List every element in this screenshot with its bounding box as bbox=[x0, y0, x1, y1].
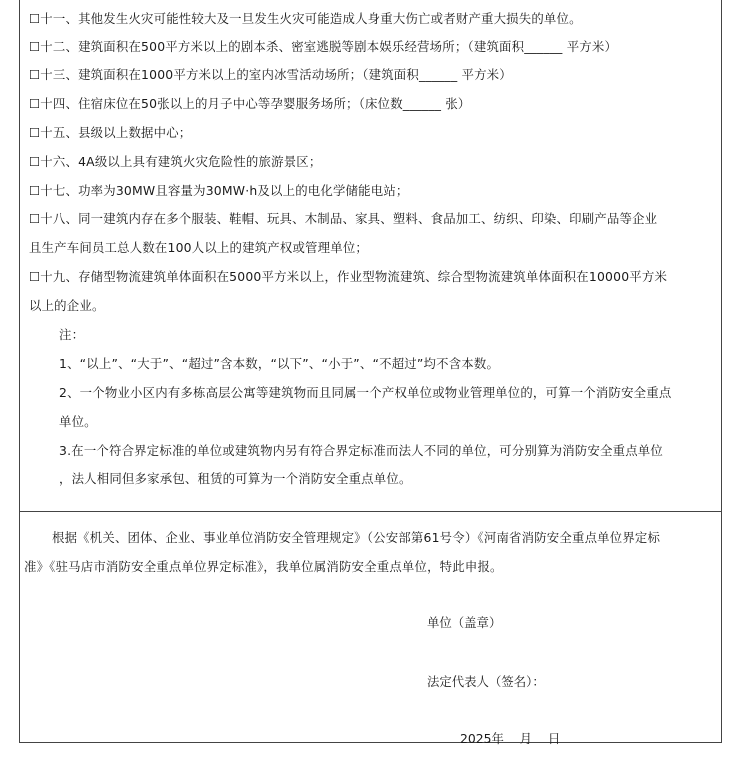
item-14: ☐十四、住宿床位在50张以上的月子中心等孕婴服务场所；（床位数______ 张） bbox=[29, 96, 471, 111]
section-divider bbox=[19, 511, 722, 512]
item-18-cont: 且生产车间员工总人数在100人以上的建筑产权或管理单位； bbox=[29, 240, 369, 255]
note-1: 1、“以上”、“大于”、“超过”含本数，“以下”、“小于”、“不超过”均不含本数。 bbox=[59, 356, 500, 371]
item-15: ☐十五、县级以上数据中心； bbox=[29, 125, 192, 140]
note-3-cont: ，法人相同但多家承包、租赁的可算为一个消防安全重点单位。 bbox=[59, 471, 412, 486]
note-2-cont: 单位。 bbox=[59, 414, 97, 429]
notes-heading: 注： bbox=[59, 327, 85, 342]
item-16: ☐十六、4A级以上具有建筑火灾危险性的旅游景区； bbox=[29, 154, 322, 169]
item-13: ☐十三、建筑面积在1000平方米以上的室内冰雪活动场所；（建筑面积______ 平方米） bbox=[29, 67, 512, 82]
declaration-line-2: 准》《驻马店市消防安全重点单位界定标准》，我单位属消防安全重点单位，特此申报。 bbox=[24, 559, 503, 574]
item-17: ☐十七、功率为30MW且容量为30MW·h及以上的电化学储能电站； bbox=[29, 183, 409, 198]
note-3: 3.在一个符合界定标准的单位或建筑物内另有符合界定标准而法人不同的单位，可分别算为消防安全重点单位 bbox=[59, 443, 663, 458]
item-12: ☐十二、建筑面积在500平方米以上的剧本杀、密室逃脱等剧本娱乐经营场所；（建筑面积______ 平方米） bbox=[29, 39, 618, 54]
note-2: 2、一个物业小区内有多栋高层公寓等建筑物而且同属一个产权单位或物业管理单位的，可算一个消防安全重点 bbox=[59, 385, 672, 400]
item-11: ☐十一、其他发生火灾可能性较大及一旦发生火灾可能造成人身重大伤亡或者财产重大损失的单位。 bbox=[29, 11, 582, 26]
declaration-line-1: 根据《机关、团体、企业、事业单位消防安全管理规定》（公安部第61号令）《河南省消防安全重点单位界定标 bbox=[52, 530, 661, 545]
legal-rep-label: 法定代表人（签名）： bbox=[427, 674, 545, 689]
item-18: ☐十八、同一建筑内存在多个服装、鞋帽、玩具、木制品、家具、塑料、食品加工、纺织、印染、印刷产品等企业 bbox=[29, 211, 658, 226]
item-19-cont: 以上的企业。 bbox=[29, 298, 105, 313]
date-line: 2025年 月 日 bbox=[460, 731, 561, 746]
item-19: ☐十九、存储型物流建筑单体面积在5000平方米以上，作业型物流建筑、综合型物流建筑单体面积在10000平方米 bbox=[29, 269, 668, 284]
unit-seal-label: 单位（盖章） bbox=[427, 615, 502, 630]
